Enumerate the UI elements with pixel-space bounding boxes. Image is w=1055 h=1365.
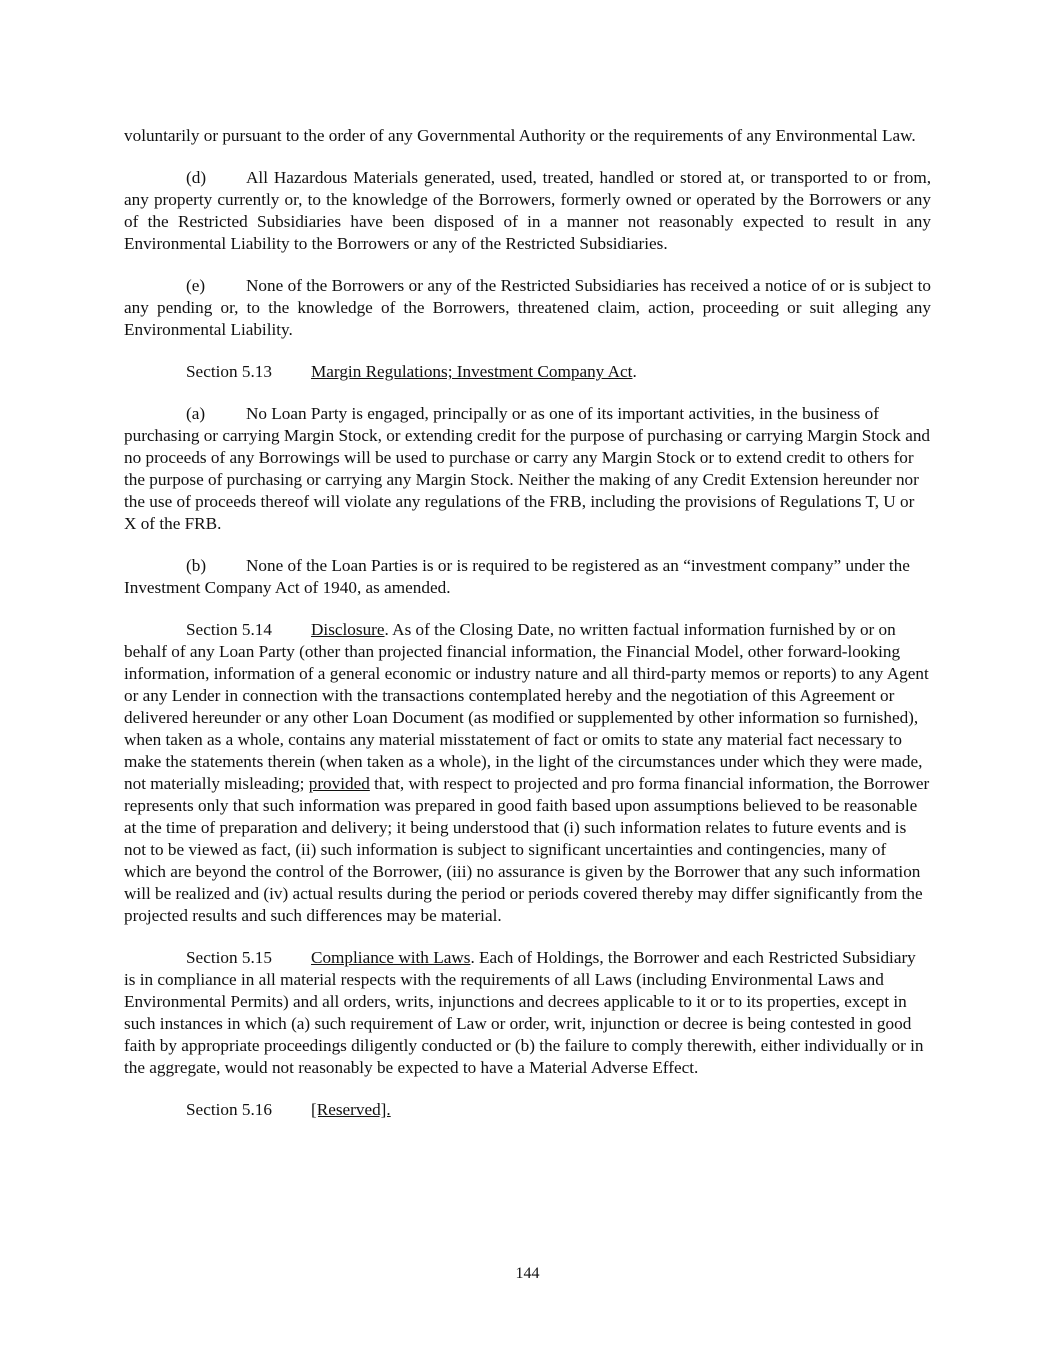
section-title: Margin Regulations; Investment Company Act — [311, 362, 633, 381]
section-text: . Each of Holdings, the Borrower and each Restricted Subsidiary is in compliance in all material respects with the requirements of all Laws (including Environmental Laws and Environmental Permits) and all orders, writs, injunctions and decrees applicable to it or to its properties, except in such instances in which (a) such requirement of Law or order, writ, injunction or decree is being contested in good faith by appropriate proceedings diligently conducted or (b) the failure to comply therewith, either individually or in the aggregate, would not reasonably be expected to have a Material Adverse Effect. — [124, 948, 924, 1077]
section-title: Compliance with Laws — [311, 948, 471, 967]
section-label: Section 5.15 — [186, 948, 272, 967]
paragraph-d — [124, 167, 931, 255]
section-text: . As of the Closing Date, no written factual information furnished by or on behalf of any Loan Party (other than projected financial information, the Financial Model, other forward-looking information, information of a general economic or industry nature and all third-party memos or reports) to any Agent or any Lender in connection with the transactions contemplated hereby and the negotiation of this Agreement or delivered hereunder or any other Loan Document (as modified or supplemented by other information so furnished), when taken as a whole, contains any material misstatement of fact or omits to state any material fact necessary to make the statements therein (when taken as a whole), in the light of the circumstances under which they were made, not materially misleading; — [124, 620, 929, 793]
clause-text: None of the Borrowers or any of the Restricted Subsidiaries has received a notice of or is subject to any pending or, to the knowledge of the Borrowers, threatened claim, action, proceeding or suit alleging any Environmental Liability. — [124, 276, 931, 339]
punctuation: . — [632, 362, 637, 381]
clause-text: No Loan Party is engaged, principally or as one of its important activities, in the business of purchasing or carrying Margin Stock, or extending credit for the purpose of purchasing or carrying Margin Stock and no proceeds of any Borrowings will be used to purchase or carry any Margin Stock or to extend credit to others for the purpose of purchasing or carrying any Margin Stock. Neither the making of any Credit Extension hereunder nor the use of proceeds thereof will violate any regulations of the FRB, including the provisions of Regulations T, U or X of the FRB. — [124, 404, 931, 533]
section-label: Section 5.14 — [186, 620, 272, 639]
paragraph-e — [124, 275, 931, 341]
clause-label: (a) — [186, 404, 206, 423]
clause-text: None of the Loan Parties is or is required to be registered as an “investment company” under the Investment Company Act of 1940, as amended. — [124, 556, 910, 597]
section-5-15 — [124, 947, 931, 1079]
section-title: Disclosure — [311, 620, 385, 639]
paragraph-b — [124, 555, 931, 599]
section-label: Section 5.13 — [186, 362, 272, 381]
document-body — [124, 125, 931, 1141]
clause-label: (b) — [186, 556, 207, 575]
section-label: Section 5.16 — [186, 1100, 272, 1119]
section-title: [Reserved]. — [311, 1100, 391, 1119]
clause-label: (e) — [186, 276, 206, 295]
provided-term: provided — [308, 774, 370, 793]
clause-text: All Hazardous Materials generated, used, treated, handled or stored at, or transported to or from, any property currently or, to the knowledge of the Borrowers, formerly owned or operated by the Borrowers or any of the Restricted Subsidiaries have been disposed of in a manner not reasonably expected to result in any Environmental Liability to the Borrowers or any of the Restricted Subsidiaries. — [124, 168, 931, 253]
paragraph-continuation: voluntarily or pursuant to the order of any Governmental Authority or the requirements of any Environmental Law. — [124, 126, 916, 145]
paragraph-a — [124, 403, 931, 535]
section-5-13-heading — [124, 361, 931, 383]
section-5-14 — [124, 619, 931, 927]
clause-label: (d) — [186, 168, 207, 187]
page-number: 144 — [515, 1265, 540, 1282]
section-text: that, with respect to projected and pro forma financial information, the Borrower represents only that such information was prepared in good faith based upon assumptions believed to be reasonable at the time of preparation and delivery; it being understood that (i) such information relates to future events and is not to be viewed as fact, (ii) such information is subject to significant uncertainties and contingencies, many of which are beyond the control of the Borrower, (iii) no assurance is given by the Borrower that any such information will be realized and (iv) actual results during the period or periods covered thereby may differ significantly from the projected results and such differences may be material. — [124, 774, 930, 925]
section-5-16 — [124, 1099, 931, 1121]
